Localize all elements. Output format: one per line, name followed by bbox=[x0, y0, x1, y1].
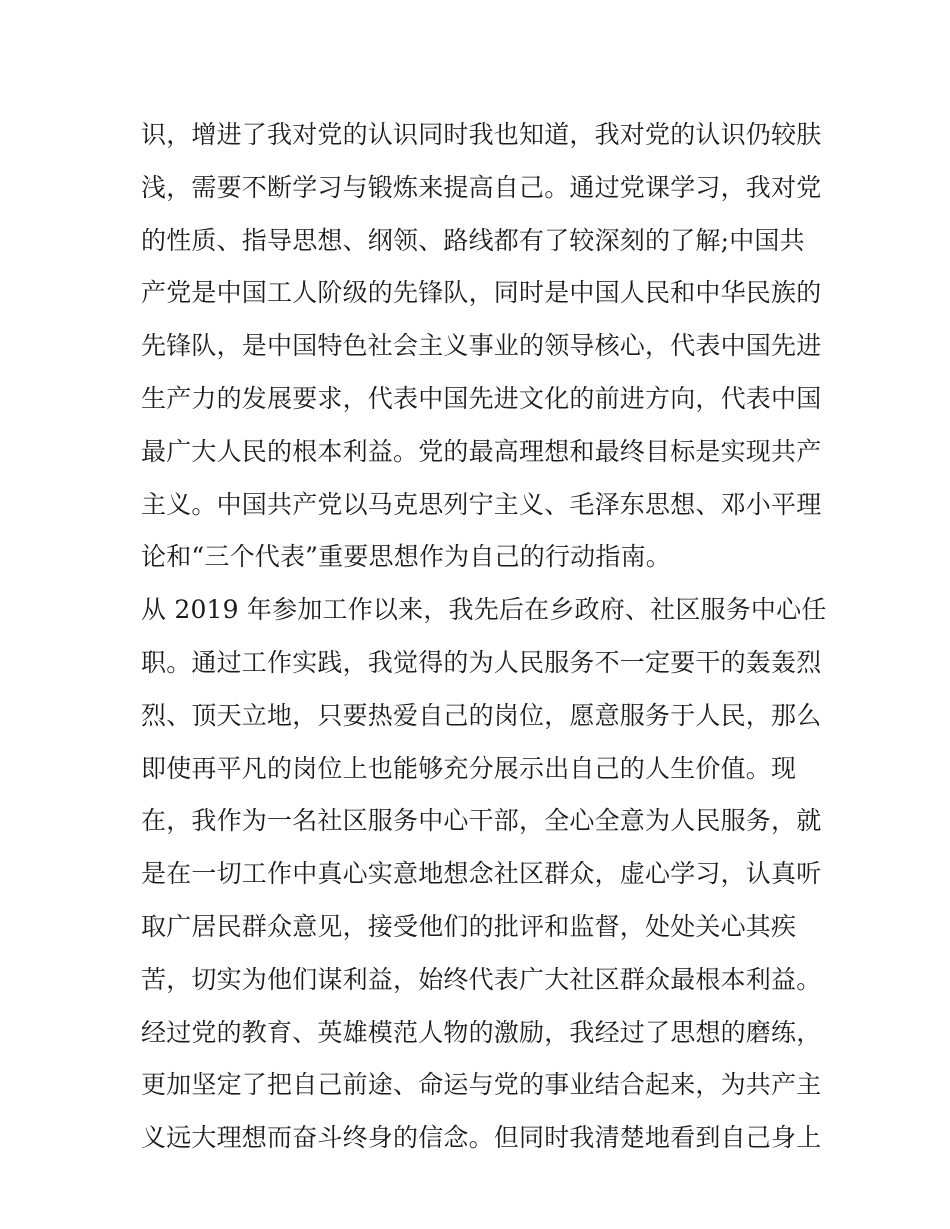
text-line: 论和“三个代表”重要思想作为自己的行动指南。 bbox=[141, 542, 671, 572]
text-line: 从 2019 年参加工作以来，我先后在乡政府、社区服务中心任 bbox=[141, 595, 827, 625]
text-line: 即使再平凡的岗位上也能够充分展示出自己的人生价值。现 bbox=[141, 753, 797, 783]
text-line: 识，增进了我对党的认识同时我也知道，我对党的认识仍较肤 bbox=[141, 120, 822, 149]
text-line: 产党是中国工人阶级的先锋队，同时是中国人民和中华民族的 bbox=[141, 278, 822, 308]
text-line: 在，我作为一名社区服务中心干部，全心全意为人民服务，就 bbox=[141, 806, 822, 836]
text-line: 最广大人民的根本利益。党的最高理想和最终目标是实现共产 bbox=[141, 436, 822, 466]
text-line: 取广居民群众意见，接受他们的批评和监督，处处关心其疾 bbox=[141, 911, 797, 941]
text-line: 生产力的发展要求，代表中国先进文化的前进方向，代表中国 bbox=[141, 383, 822, 413]
body-text bbox=[141, 109, 827, 1165]
text-line: 苦，切实为他们谋利益，始终代表广大社区群众最根本利益。 bbox=[141, 964, 822, 994]
text-line: 浅，需要不断学习与锻炼来提高自己。通过党课学习，我对党 bbox=[141, 172, 822, 202]
text-line: 义远大理想而奋斗终身的信念。但同时我清楚地看到自己身上 bbox=[141, 1123, 822, 1153]
text-line: 的性质、指导思想、纲领、路线都有了较深刻的了解;中国共 bbox=[141, 225, 805, 255]
text-line: 更加坚定了把自己前途、命运与党的事业结合起来，为共产主 bbox=[141, 1070, 822, 1100]
text-line: 烈、顶天立地，只要热爱自己的岗位，愿意服务于人民，那么 bbox=[141, 700, 822, 730]
text-line: 主义。中国共产党以马克思列宁主义、毛泽东思想、邓小平理 bbox=[141, 489, 822, 519]
text-line: 是在一切工作中真心实意地想念社区群众，虚心学习，认真听 bbox=[141, 859, 822, 889]
text-line: 先锋队，是中国特色社会主义事业的领导核心，代表中国先进 bbox=[141, 331, 822, 361]
text-line: 经过党的教育、英雄模范人物的激励，我经过了思想的磨练， bbox=[141, 1017, 822, 1047]
text-line: 职。通过工作实践，我觉得的为人民服务不一定要干的轰轰烈 bbox=[141, 647, 822, 677]
